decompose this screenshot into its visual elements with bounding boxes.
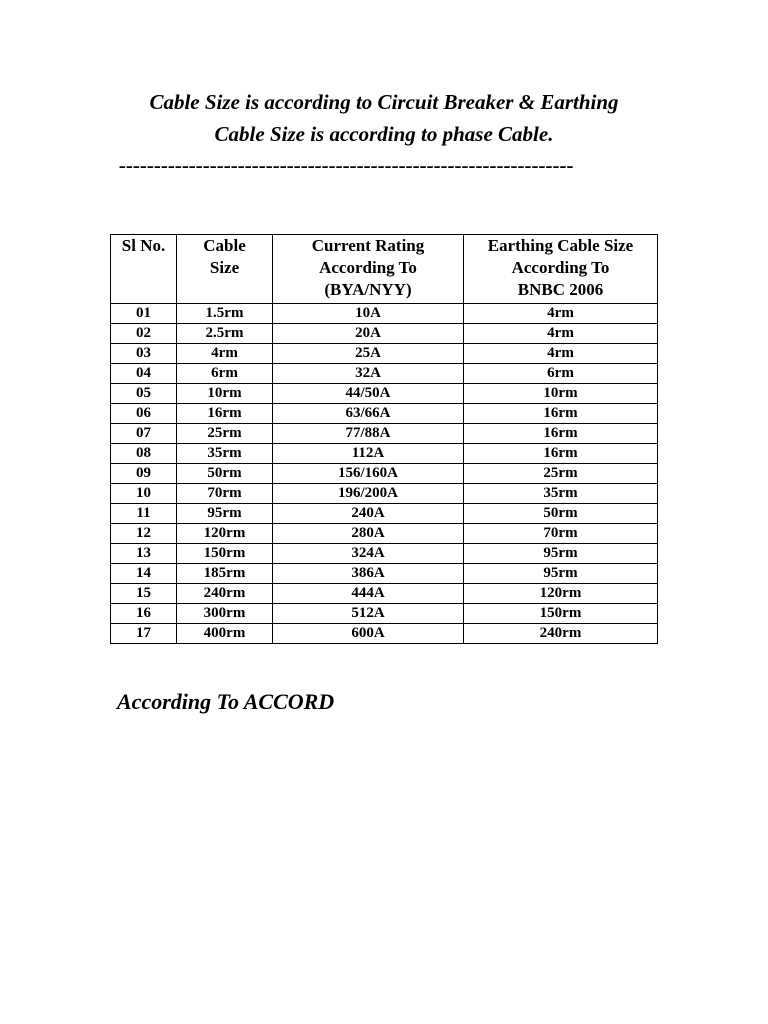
cell-cable-size: 16rm <box>177 404 273 424</box>
cell-earthing-cable-size: 150rm <box>464 604 658 624</box>
table-row <box>111 424 658 444</box>
cell-current-rating: 600A <box>273 624 464 644</box>
cell-sl-no: 04 <box>111 364 177 384</box>
header-line: Earthing Cable Size <box>487 236 634 255</box>
table-row <box>111 324 658 344</box>
cell-current-rating: 20A <box>273 324 464 344</box>
cell-current-rating: 386A <box>273 564 464 584</box>
table-row <box>111 364 658 384</box>
cell-earthing-cable-size: 95rm <box>464 544 658 564</box>
table-row <box>111 384 658 404</box>
cell-current-rating: 44/50A <box>273 384 464 404</box>
table-row <box>111 404 658 424</box>
table-header-row <box>111 235 658 304</box>
cell-sl-no: 02 <box>111 324 177 344</box>
cell-current-rating: 10A <box>273 304 464 324</box>
cell-sl-no: 15 <box>111 584 177 604</box>
cell-earthing-cable-size: 120rm <box>464 584 658 604</box>
cell-earthing-cable-size: 16rm <box>464 404 658 424</box>
cell-cable-size: 95rm <box>177 504 273 524</box>
cell-cable-size: 1.5rm <box>177 304 273 324</box>
cell-current-rating: 63/66A <box>273 404 464 424</box>
cable-size-table <box>110 234 658 644</box>
table-row <box>111 464 658 484</box>
cell-current-rating: 32A <box>273 364 464 384</box>
cell-current-rating: 512A <box>273 604 464 624</box>
cell-current-rating: 240A <box>273 504 464 524</box>
table-row <box>111 584 658 604</box>
cell-cable-size: 2.5rm <box>177 324 273 344</box>
cell-sl-no: 06 <box>111 404 177 424</box>
cell-current-rating: 112A <box>273 444 464 464</box>
cell-earthing-cable-size: 4rm <box>464 344 658 364</box>
footer-note: According To ACCORD <box>117 689 335 714</box>
cell-sl-no: 16 <box>111 604 177 624</box>
cell-earthing-cable-size: 50rm <box>464 504 658 524</box>
cell-cable-size: 400rm <box>177 624 273 644</box>
cell-earthing-cable-size: 4rm <box>464 304 658 324</box>
cell-sl-no: 07 <box>111 424 177 444</box>
cell-earthing-cable-size: 10rm <box>464 384 658 404</box>
cell-cable-size: 120rm <box>177 524 273 544</box>
header-line: Current Rating <box>311 236 425 255</box>
table-row <box>111 304 658 324</box>
header-sl-no <box>111 235 177 304</box>
header-line: According To <box>319 258 417 277</box>
cell-earthing-cable-size: 4rm <box>464 324 658 344</box>
cell-sl-no: 12 <box>111 524 177 544</box>
cell-earthing-cable-size: 25rm <box>464 464 658 484</box>
header-earthing-cable-size <box>464 235 658 304</box>
cell-cable-size: 25rm <box>177 424 273 444</box>
table-row <box>111 564 658 584</box>
table-row <box>111 504 658 524</box>
cell-earthing-cable-size: 16rm <box>464 444 658 464</box>
cell-earthing-cable-size: 70rm <box>464 524 658 544</box>
table-row <box>111 344 658 364</box>
header-cable-size <box>177 235 273 304</box>
cell-cable-size: 6rm <box>177 364 273 384</box>
cell-cable-size: 70rm <box>177 484 273 504</box>
cell-current-rating: 196/200A <box>273 484 464 504</box>
cell-sl-no: 10 <box>111 484 177 504</box>
cell-cable-size: 185rm <box>177 564 273 584</box>
cell-earthing-cable-size: 95rm <box>464 564 658 584</box>
header-current-rating <box>273 235 464 304</box>
cell-cable-size: 150rm <box>177 544 273 564</box>
cell-sl-no: 01 <box>111 304 177 324</box>
cell-earthing-cable-size: 35rm <box>464 484 658 504</box>
cell-current-rating: 444A <box>273 584 464 604</box>
heading-line-2: Cable Size is according to phase Cable. <box>214 122 554 146</box>
cell-current-rating: 25A <box>273 344 464 364</box>
table-row <box>111 624 658 644</box>
header-line: Sl No. <box>121 236 166 255</box>
cell-cable-size: 300rm <box>177 604 273 624</box>
cell-earthing-cable-size: 16rm <box>464 424 658 444</box>
header-line: (BYA/NYY) <box>324 280 412 299</box>
cell-cable-size: 10rm <box>177 384 273 404</box>
cell-sl-no: 11 <box>111 504 177 524</box>
cell-cable-size: 35rm <box>177 444 273 464</box>
cell-sl-no: 13 <box>111 544 177 564</box>
cell-sl-no: 09 <box>111 464 177 484</box>
cell-sl-no: 17 <box>111 624 177 644</box>
cell-sl-no: 14 <box>111 564 177 584</box>
cell-cable-size: 50rm <box>177 464 273 484</box>
dashed-divider: ----------------------------------------------------------------- <box>119 153 574 177</box>
cell-earthing-cable-size: 6rm <box>464 364 658 384</box>
header-line: BNBC 2006 <box>517 280 604 299</box>
cell-sl-no: 05 <box>111 384 177 404</box>
table-row <box>111 524 658 544</box>
cell-earthing-cable-size: 240rm <box>464 624 658 644</box>
cell-current-rating: 280A <box>273 524 464 544</box>
cell-cable-size: 240rm <box>177 584 273 604</box>
table-row <box>111 484 658 504</box>
cell-sl-no: 03 <box>111 344 177 364</box>
heading-line-1: Cable Size is according to Circuit Breaker & Earthing <box>149 90 619 114</box>
cell-current-rating: 324A <box>273 544 464 564</box>
header-line: According To <box>511 258 610 277</box>
cell-current-rating: 156/160A <box>273 464 464 484</box>
table-row <box>111 604 658 624</box>
cell-current-rating: 77/88A <box>273 424 464 444</box>
cell-cable-size: 4rm <box>177 344 273 364</box>
table-row <box>111 444 658 464</box>
header-line: Size <box>209 258 240 277</box>
cell-sl-no: 08 <box>111 444 177 464</box>
table-body <box>111 304 658 644</box>
table-row <box>111 544 658 564</box>
header-line: Cable <box>203 236 246 255</box>
